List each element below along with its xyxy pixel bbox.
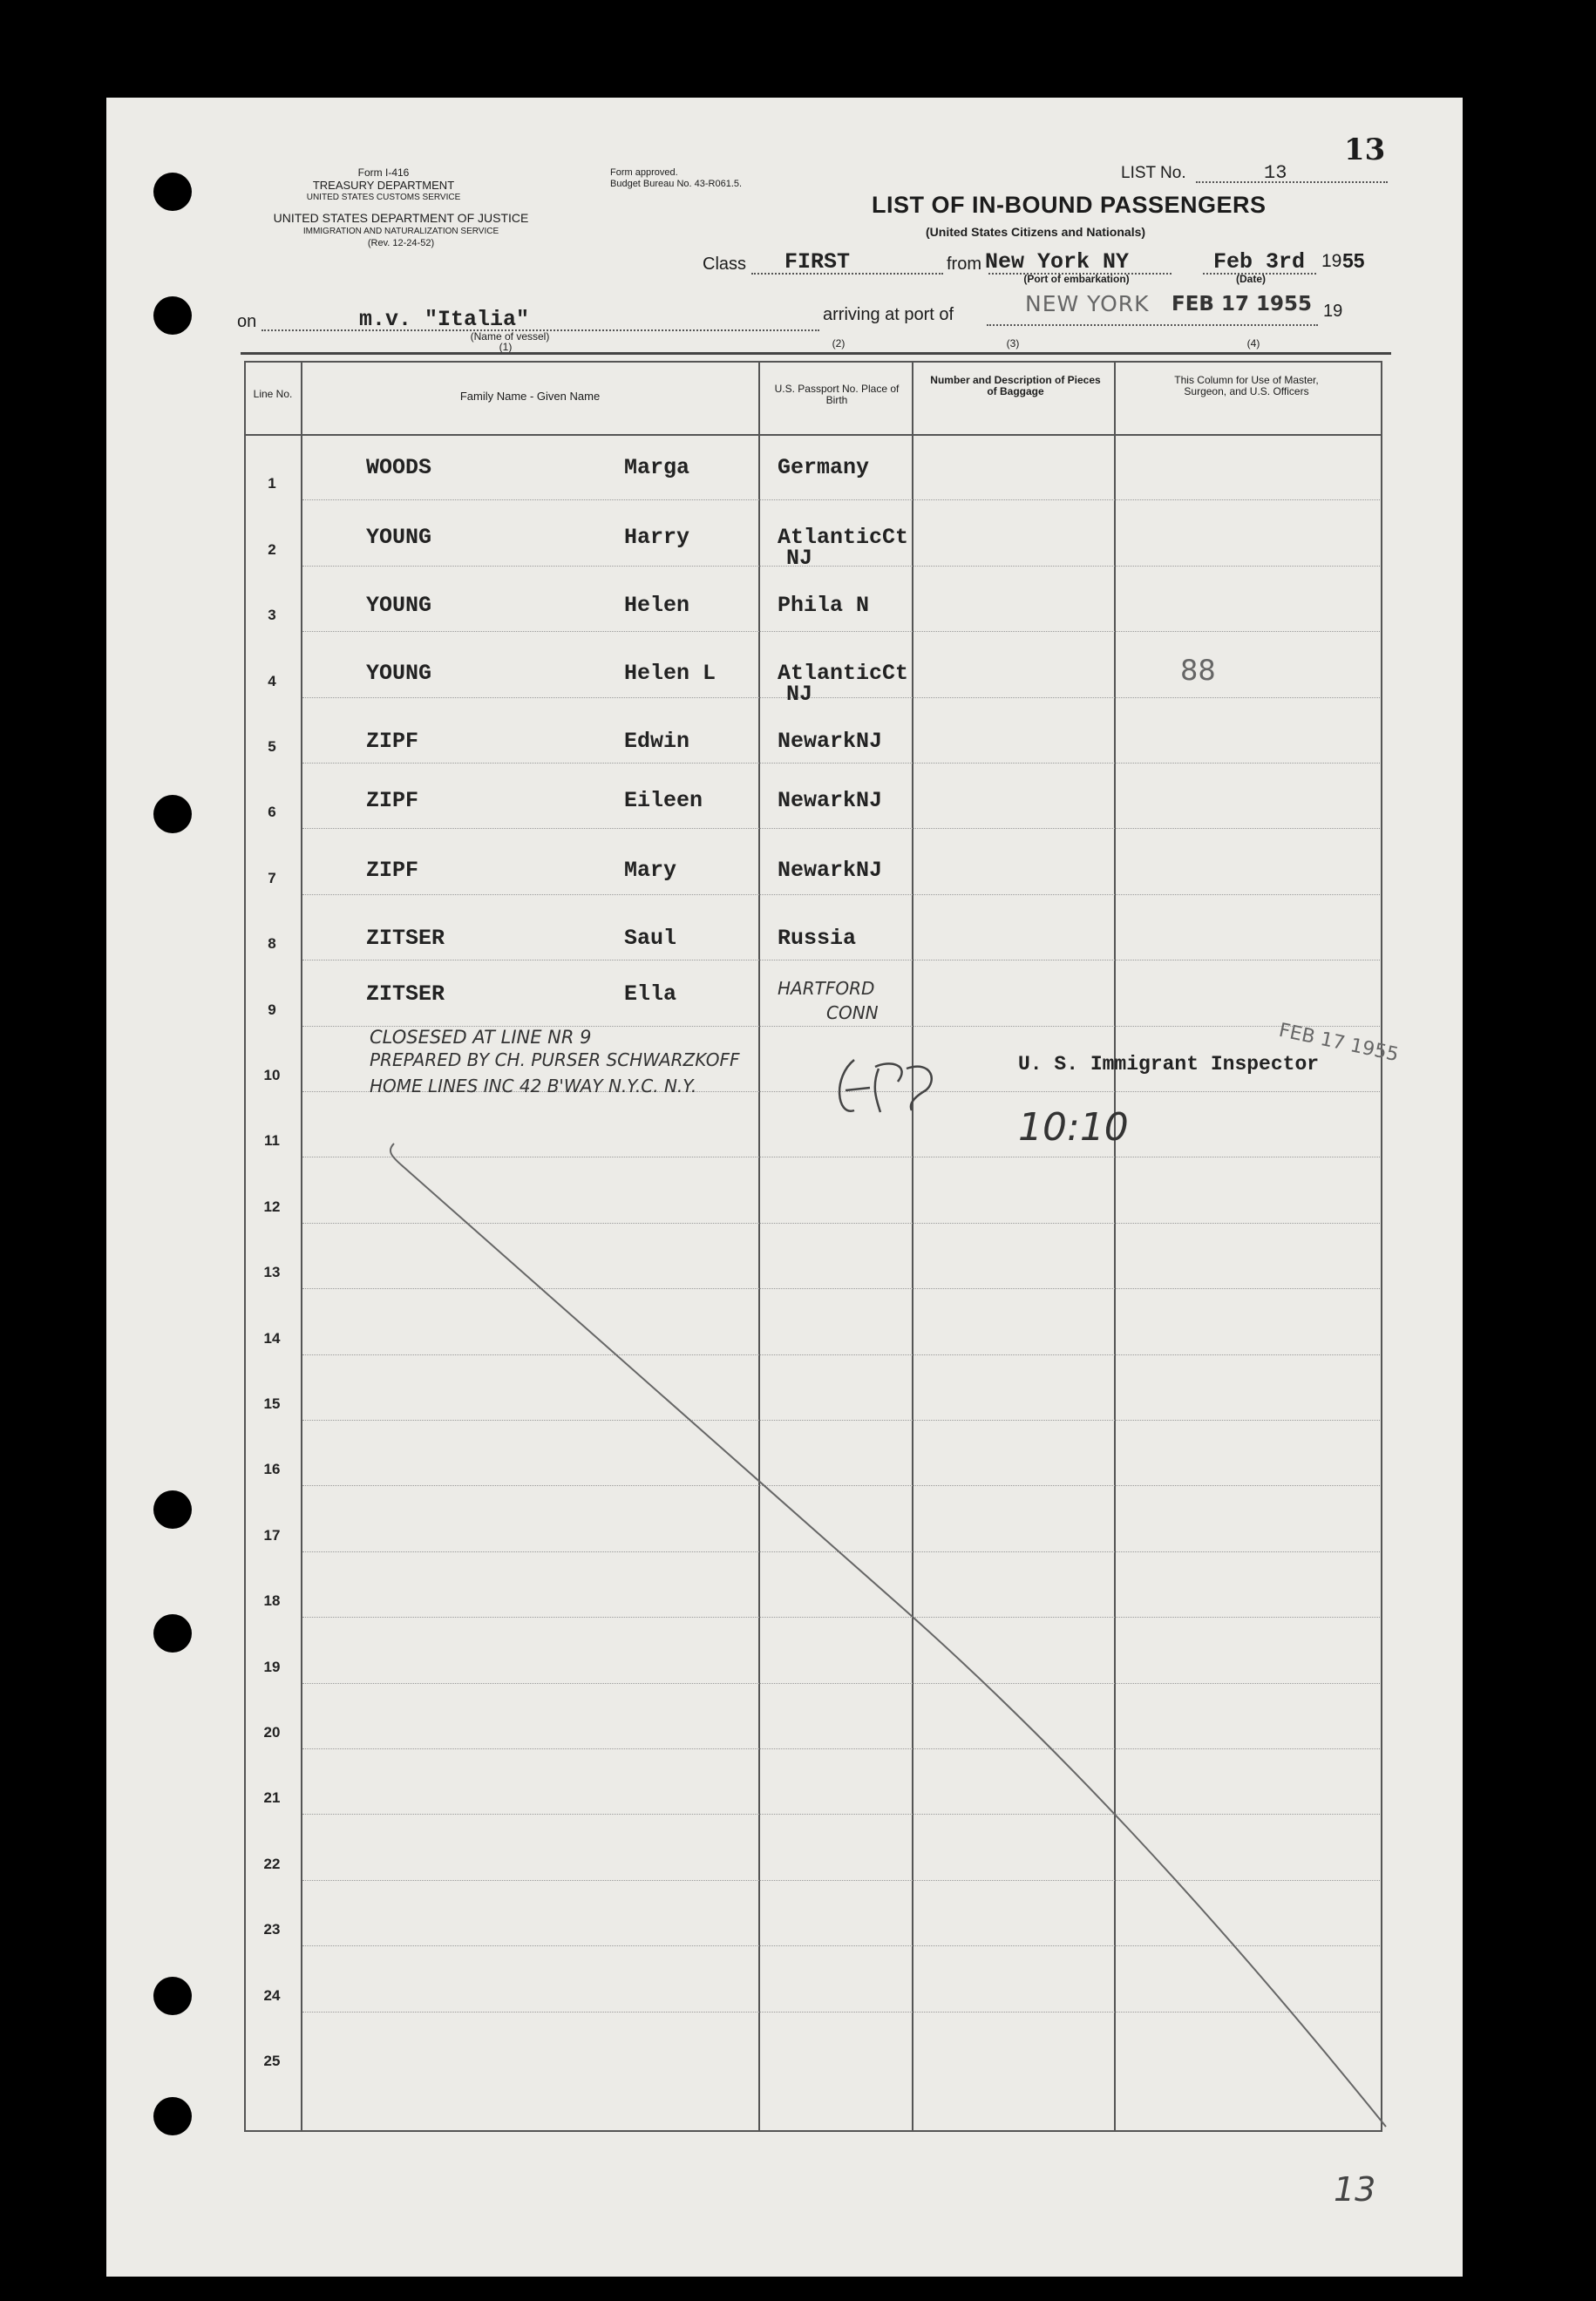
line-number: 25 — [263, 2053, 281, 2069]
vessel-column-number: (1) — [499, 341, 513, 353]
passenger-place-of-birth: HARTFORD — [778, 978, 875, 999]
passenger-place-of-birth: NewarkNJ — [778, 788, 883, 813]
passenger-place-of-birth: Phila N — [778, 593, 870, 618]
column-number-4: (4) — [1246, 337, 1260, 350]
column-number-2: (2) — [832, 337, 846, 350]
arriving-label: arriving at port of — [823, 305, 954, 324]
form-approved: Form approved. — [610, 167, 678, 178]
list-no-value: 13 — [1264, 162, 1287, 184]
passenger-place-of-birth-line2: CONN — [826, 1002, 879, 1023]
date-label: (Date) — [1235, 273, 1266, 285]
date-year-prefix: 19 — [1321, 251, 1342, 271]
line-number: 4 — [268, 672, 276, 689]
list-no-label: LIST No. — [1121, 164, 1186, 182]
line-number: 7 — [268, 869, 276, 886]
inspector-stamp-date: FEB 17 1955 — [1276, 1019, 1401, 1067]
passenger-place-of-birth: NewarkNJ — [778, 858, 883, 883]
class-value: FIRST — [784, 249, 851, 275]
passenger-family-name: WOODS — [366, 455, 432, 480]
column-header-officers: This Column for Use of Master, Surgeon, and U.S. Officers — [1174, 374, 1319, 397]
line-number: 8 — [268, 935, 276, 953]
vessel-name: m.v. "Italia" — [359, 307, 530, 332]
passenger-place-of-birth: AtlanticCt — [778, 661, 909, 686]
from-value: New York NY — [985, 249, 1130, 275]
budget-bureau: Budget Bureau No. 43-R061.5. — [610, 179, 743, 189]
column-number-3: (3) — [1006, 337, 1020, 350]
line-number: 11 — [264, 1132, 280, 1150]
passenger-family-name: YOUNG — [366, 525, 432, 550]
line-number: 23 — [263, 1921, 281, 1938]
passenger-family-name: ZIPF — [366, 858, 419, 883]
form-subtitle: (United States Citizens and Nationals) — [926, 225, 1146, 239]
passenger-given-name: Eileen — [624, 788, 703, 813]
line-number: 6 — [268, 804, 276, 821]
line-number: 2 — [268, 540, 276, 558]
passenger-family-name: YOUNG — [366, 661, 432, 686]
form-title: LIST OF IN-BOUND PASSENGERS — [872, 192, 1267, 218]
passenger-place-of-birth: AtlanticCt — [778, 525, 909, 550]
passenger-place-of-birth-line2: NJ — [786, 682, 813, 707]
ins-service: IMMIGRATION AND NATURALIZATION SERVICE — [302, 227, 499, 236]
form-revision: (Rev. 12-24-52) — [367, 238, 435, 248]
embarkation-label: (Port of embarkation) — [1023, 273, 1130, 285]
line-number: 21 — [263, 1789, 281, 1807]
passenger-family-name: YOUNG — [366, 593, 432, 618]
closing-note-line3: HOME LINES INC 42 B'WAY N.Y.C. N.Y. — [370, 1076, 697, 1096]
line-number: 13 — [263, 1264, 281, 1281]
passenger-given-name: Helen L — [624, 661, 717, 686]
line-number: 5 — [268, 738, 276, 755]
year-suffix: 19 — [1323, 302, 1343, 321]
column-header-line: Line No. — [253, 388, 293, 400]
date-value: Feb 3rd — [1213, 249, 1306, 275]
passenger-family-name: ZIPF — [366, 729, 419, 754]
passenger-family-name: ZITSER — [366, 981, 445, 1007]
line-number: 22 — [263, 1855, 281, 1872]
column-header-passport: U.S. Passport No. Place of Birth — [774, 383, 900, 406]
date-stamp: FEB 17 1955 — [1172, 293, 1312, 316]
port-stamp: NEW YORK — [1025, 291, 1150, 316]
passenger-place-of-birth-line2: NJ — [786, 546, 813, 571]
class-label: Class — [703, 255, 747, 274]
passenger-given-name: Helen — [624, 593, 690, 618]
line-number: 17 — [263, 1526, 281, 1544]
passenger-place-of-birth: Russia — [778, 926, 857, 951]
closing-note-line1: CLOSESED AT LINE NR 9 — [370, 1027, 592, 1048]
treasury-dept: TREASURY DEPARTMENT — [312, 179, 455, 192]
closing-note-line2: PREPARED BY CH. PURSER SCHWARZKOFF — [370, 1049, 740, 1070]
passenger-place-of-birth: Germany — [778, 455, 870, 480]
from-label: from — [947, 255, 981, 274]
line-number: 20 — [263, 1724, 281, 1741]
line-number: 24 — [263, 1986, 281, 2004]
line-number: 15 — [263, 1395, 281, 1412]
form-number: Form I-416 — [357, 166, 410, 179]
column-header-name: Family Name - Given Name — [459, 390, 601, 403]
line-number: 10 — [263, 1067, 281, 1083]
officer-note: 88 — [1180, 654, 1216, 687]
line-number: 19 — [263, 1658, 281, 1675]
line-number: 14 — [263, 1329, 281, 1347]
inspector-label: U. S. Immigrant Inspector — [1018, 1053, 1320, 1076]
line-number: 3 — [268, 607, 276, 624]
page-number-bottom: 13 — [1334, 2170, 1376, 2209]
justice-dept: UNITED STATES DEPARTMENT OF JUSTICE — [273, 211, 529, 225]
line-number: 9 — [268, 1001, 276, 1018]
passenger-place-of-birth: NewarkNJ — [778, 729, 883, 754]
passenger-given-name: Ella — [624, 981, 677, 1007]
passenger-given-name: Marga — [624, 455, 690, 480]
passenger-given-name: Edwin — [624, 729, 690, 754]
column-header-baggage: Number and Description of Pieces of Baggage — [930, 374, 1101, 397]
passenger-family-name: ZITSER — [366, 926, 445, 951]
passenger-given-name: Mary — [624, 858, 677, 883]
line-number: 1 — [268, 475, 276, 492]
passenger-family-name: ZIPF — [366, 788, 419, 813]
passenger-given-name: Harry — [624, 525, 690, 550]
line-number: 18 — [263, 1592, 281, 1610]
passenger-given-name: Saul — [624, 926, 677, 951]
page-number-top: 13 — [1344, 132, 1386, 167]
inspector-time: 10:10 — [1018, 1105, 1129, 1150]
line-number: 12 — [263, 1198, 281, 1215]
customs-service: UNITED STATES CUSTOMS SERVICE — [306, 193, 461, 202]
line-number: 16 — [263, 1461, 281, 1478]
date-year: 55 — [1342, 249, 1365, 272]
on-label: on — [237, 312, 257, 331]
vessel-label: (Name of vessel) — [470, 330, 550, 343]
